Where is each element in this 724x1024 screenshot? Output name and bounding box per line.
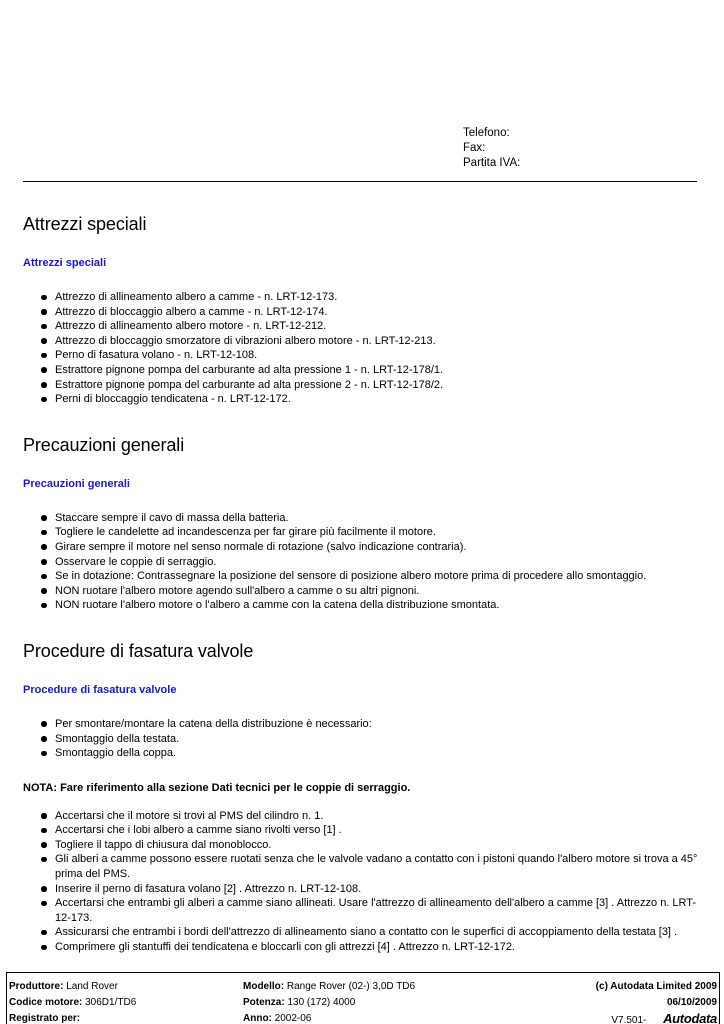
list-item bbox=[41, 882, 703, 897]
bullet-icon bbox=[41, 945, 47, 951]
list-item-text: Per smontare/montare la catena della distribuzione è necessario: bbox=[55, 717, 372, 730]
autodata-logo: Autodata bbox=[663, 1011, 717, 1024]
bullet-icon bbox=[41, 397, 47, 403]
producer-value: Land Rover bbox=[66, 981, 118, 992]
list-item bbox=[41, 823, 703, 838]
list-item-text: Smontaggio della coppa. bbox=[55, 747, 177, 760]
list-item bbox=[41, 569, 703, 584]
footer-col-vehicle bbox=[9, 979, 136, 1024]
document-body bbox=[23, 212, 703, 955]
subsection-title-valve-timing: Procedure di fasatura valvole bbox=[23, 683, 177, 696]
engine-code-label: Codice motore: bbox=[9, 997, 83, 1008]
list-item bbox=[41, 319, 703, 334]
bullet-icon bbox=[41, 324, 47, 330]
contact-info bbox=[463, 126, 520, 171]
producer-label: Produttore: bbox=[9, 981, 64, 992]
bullet-icon bbox=[41, 530, 47, 536]
list-item bbox=[41, 838, 703, 853]
power-label: Potenza: bbox=[243, 997, 285, 1008]
bullet-icon bbox=[41, 828, 47, 834]
list-item bbox=[41, 348, 703, 363]
list-item-text: Staccare sempre il cavo di massa della batteria. bbox=[55, 511, 289, 524]
registered-label: Registrato per: bbox=[9, 1013, 81, 1024]
list-item bbox=[41, 598, 703, 613]
list-item bbox=[41, 896, 703, 925]
list-item bbox=[41, 525, 703, 540]
bullet-icon bbox=[41, 901, 47, 907]
year-value: 2002-06 bbox=[274, 1013, 312, 1024]
list-item bbox=[41, 852, 703, 881]
section-title-valve-timing: Procedure di fasatura valvole bbox=[23, 640, 254, 661]
bullet-icon bbox=[41, 603, 47, 609]
version-text: V7.501- bbox=[611, 1015, 647, 1024]
precautions-list bbox=[41, 511, 703, 613]
list-item bbox=[41, 746, 703, 761]
copyright-text: (c) Autodata Limited 2009 bbox=[595, 981, 717, 992]
list-item bbox=[41, 378, 703, 393]
list-item bbox=[41, 732, 703, 747]
list-item-text: Attrezzo di allineamento albero motore - n. LRT-12-212. bbox=[55, 320, 327, 333]
list-item bbox=[41, 809, 703, 824]
list-item-text: NON ruotare l'albero motore agendo sull'albero a camme o su altri pignoni. bbox=[55, 584, 420, 597]
list-item bbox=[41, 334, 703, 349]
special-tools-list bbox=[41, 290, 703, 407]
header-divider bbox=[23, 181, 697, 182]
list-item-text: Estrattore pignone pompa del carburante ad alta pressione 1 - n. LRT-12-178/1. bbox=[55, 363, 444, 376]
model-value: Range Rover (02-) 3,0D TD6 bbox=[286, 981, 416, 992]
list-item bbox=[41, 392, 703, 407]
footer-info-box bbox=[6, 972, 720, 1024]
print-date: 06/10/2009 bbox=[666, 997, 717, 1008]
section-title-general-precautions: Precauzioni generali bbox=[23, 434, 185, 455]
list-item bbox=[41, 925, 703, 940]
list-item-text: Togliere le candelette ad incandescenza per far girare più facilmente il motore. bbox=[55, 526, 436, 539]
bullet-icon bbox=[41, 382, 47, 388]
vat-label: Partita IVA: bbox=[463, 157, 521, 169]
list-item bbox=[41, 584, 703, 599]
phone-label: Telefono: bbox=[463, 127, 510, 139]
list-item-text: Attrezzo di bloccaggio albero a camme - n. LRT-12-174. bbox=[55, 305, 328, 318]
list-item-text: Smontaggio della testata. bbox=[55, 732, 180, 745]
list-item bbox=[41, 290, 703, 305]
bullet-icon bbox=[41, 842, 47, 848]
list-item bbox=[41, 940, 703, 955]
list-item bbox=[41, 305, 703, 320]
model-label: Modello: bbox=[243, 981, 285, 992]
list-item bbox=[41, 540, 703, 555]
list-item bbox=[41, 555, 703, 570]
subsection-title-special-tools: Attrezzi speciali bbox=[23, 257, 107, 269]
list-item-text: Perni di bloccaggio tendicatena - n. LRT-12-172. bbox=[55, 393, 291, 406]
bullet-icon bbox=[41, 353, 47, 359]
list-item-text: Comprimere gli stantuffi dei tendicatena e bloccarli con gli attrezzi [4] . Attrezzo n. LRT-12-172. bbox=[55, 941, 515, 954]
list-item-text: Se in dotazione: Contrassegnare la posizione del sensore di posizione albero motore prima di procedere allo smontaggio. bbox=[55, 570, 647, 583]
bullet-icon bbox=[41, 544, 47, 550]
list-item-text: Togliere il tappo di chiusura dal monoblocco. bbox=[55, 838, 272, 851]
list-item-text: NON ruotare l'albero motore o l'albero a camme con la catena della distribuzione smontata. bbox=[55, 599, 500, 612]
list-item-text: Accertarsi che il motore si trovi al PMS del cilindro n. 1. bbox=[55, 809, 324, 822]
bullet-icon bbox=[41, 721, 47, 727]
torque-note: NOTA: Fare riferimento alla sezione Dati tecnici per le coppie di serraggio. bbox=[23, 781, 411, 794]
timing-steps-list bbox=[41, 809, 703, 955]
bullet-icon bbox=[41, 338, 47, 344]
bullet-icon bbox=[41, 309, 47, 315]
bullet-icon bbox=[41, 574, 47, 580]
bullet-icon bbox=[41, 295, 47, 301]
engine-code-value: 306D1/TD6 bbox=[85, 997, 137, 1008]
list-item-text: Gli alberi a camme possono essere ruotati senza che le valvole vadano a contatto con i pistoni quando l'albero motore si trova a 45° prima del PMS. bbox=[55, 853, 698, 881]
power-value: 130 (172) 4000 bbox=[287, 997, 356, 1008]
list-item-text: Accertarsi che i lobi albero a camme siano rivolti verso [1] . bbox=[55, 824, 342, 837]
section-title-special-tools: Attrezzi speciali bbox=[23, 214, 147, 234]
list-item-text: Estrattore pignone pompa del carburante ad alta pressione 2 - n. LRT-12-178/2. bbox=[55, 378, 444, 391]
list-item-text: Inserire il perno di fasatura volano [2] . Attrezzo n. LRT-12-108. bbox=[55, 882, 362, 895]
bullet-icon bbox=[41, 930, 47, 936]
list-item-text: Accertarsi che entrambi gli alberi a camme siano allineati. Usare l'attrezzo di allineamento dell'albero a camme [3] . Attrezzo n. LRT-12-173. bbox=[55, 897, 697, 924]
list-item-text: Girare sempre il motore nel senso normale di rotazione (salvo indicazione contraria). bbox=[55, 540, 467, 553]
list-item bbox=[41, 511, 703, 526]
bullet-icon bbox=[41, 886, 47, 892]
list-item bbox=[41, 717, 703, 732]
subsection-title-general-precautions: Precauzioni generali bbox=[23, 477, 130, 490]
bullet-icon bbox=[41, 559, 47, 565]
footer-col-copyright bbox=[596, 979, 717, 1024]
list-item-text: Assicurarsi che entrambi i bordi dell'attrezzo di allineamento siano a contatto con le superfici di accoppiamento della testata [3] . bbox=[55, 926, 678, 939]
fax-label: Fax: bbox=[463, 142, 486, 154]
timing-prereq-list bbox=[41, 717, 703, 761]
bullet-icon bbox=[41, 588, 47, 594]
bullet-icon bbox=[41, 751, 47, 757]
list-item-text: Perno di fasatura volano - n. LRT-12-108. bbox=[55, 349, 258, 362]
list-item-text: Attrezzo di bloccaggio smorzatore di vibrazioni albero motore - n. LRT-12-213. bbox=[55, 334, 436, 347]
bullet-icon bbox=[41, 813, 47, 819]
list-item-text: Osservare le coppie di serraggio. bbox=[55, 555, 217, 568]
bullet-icon bbox=[41, 367, 47, 373]
footer-col-model bbox=[243, 979, 415, 1024]
year-label: Anno: bbox=[243, 1013, 272, 1024]
bullet-icon bbox=[41, 515, 47, 521]
bullet-icon bbox=[41, 736, 47, 742]
bullet-icon bbox=[41, 857, 47, 863]
list-item-text: Attrezzo di allineamento albero a camme - n. LRT-12-173. bbox=[55, 291, 338, 303]
list-item bbox=[41, 363, 703, 378]
